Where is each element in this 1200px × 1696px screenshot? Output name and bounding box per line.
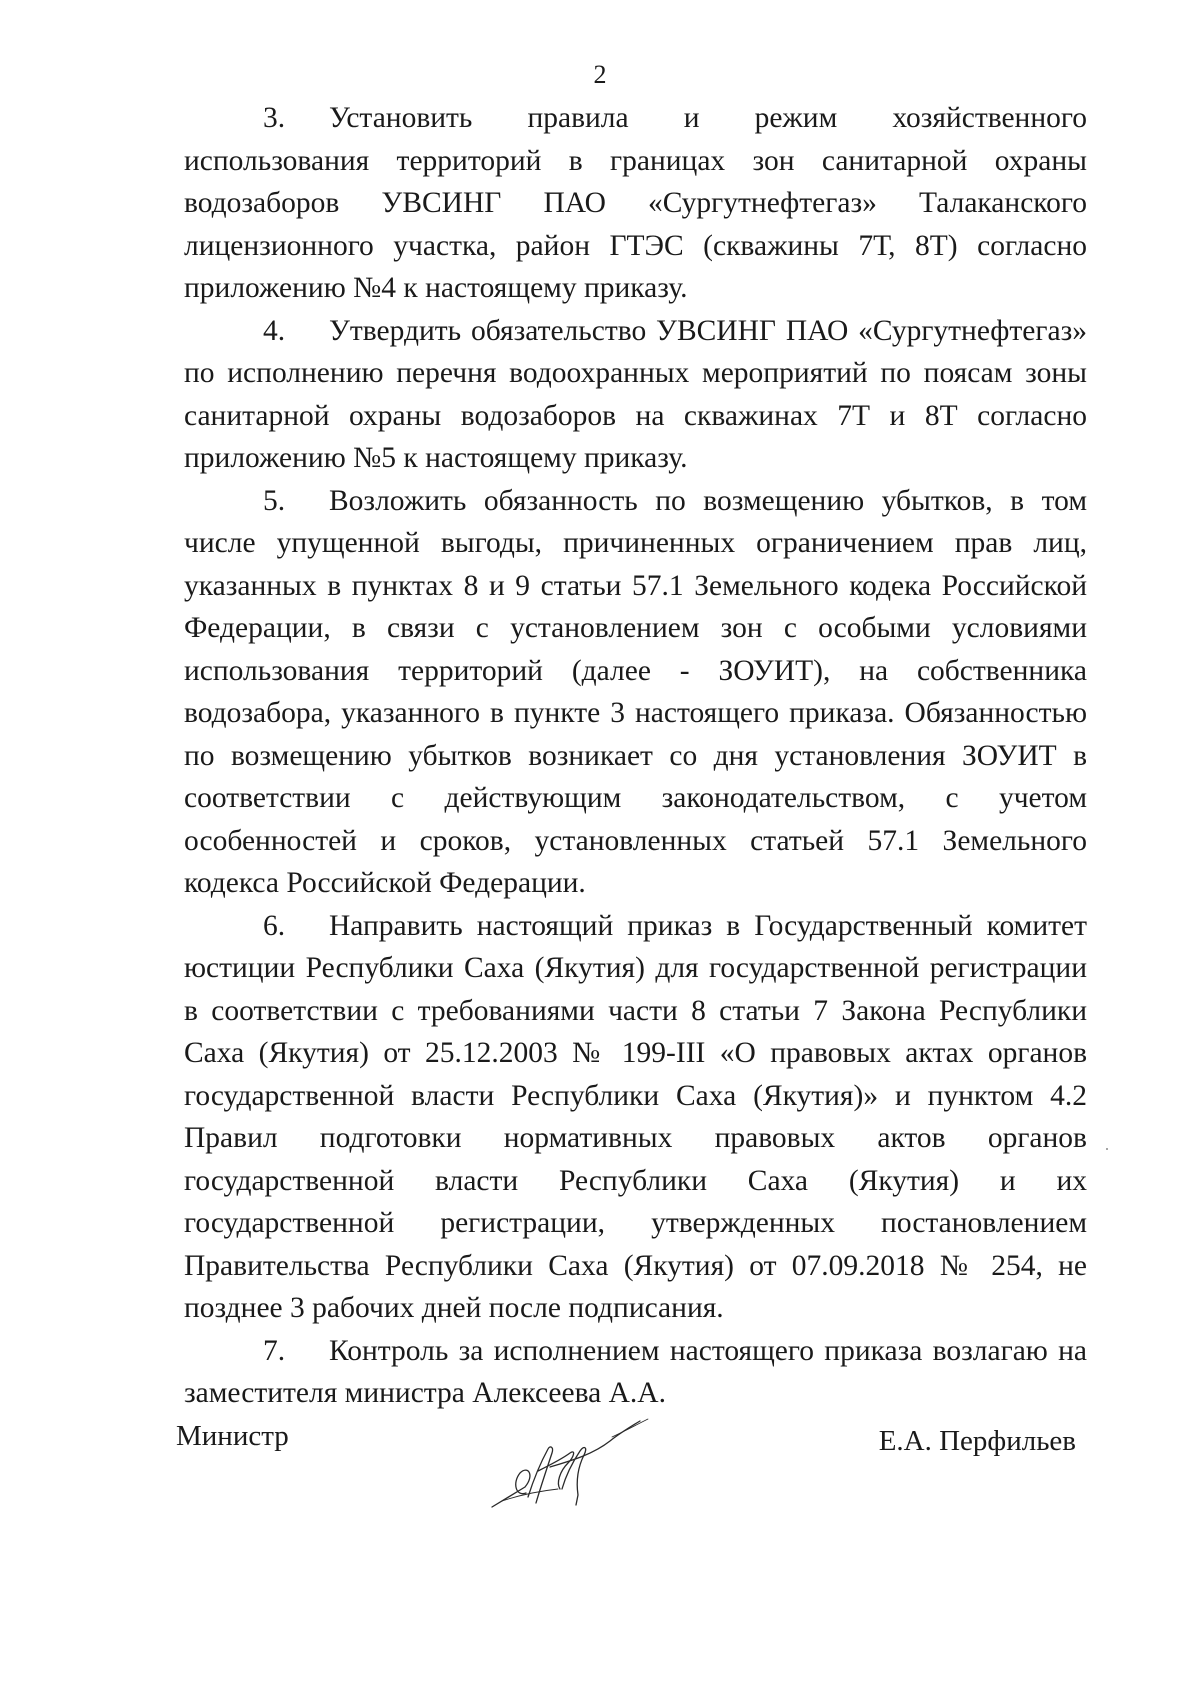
paragraph-number: 3. [263, 102, 286, 134]
order-body [184, 97, 1087, 1415]
paragraph-4 [184, 310, 1087, 480]
signatory-name: Е.А. Перфильев [878, 1425, 1076, 1457]
paragraph-6 [184, 905, 1087, 1330]
paragraph-number: 5. [263, 484, 286, 517]
page-number: 2 [593, 60, 607, 89]
signatory-title: Министр [176, 1420, 289, 1452]
paragraph-text: Утвердить обязательство УВСИНГ ПАО «Сургутнефтегаз» по исполнению перечня водоохранных мероприятий по поясам зоны санитарной охраны водозаборов на скважинах 7Т и 8Т согласно приложению №5 к настоящему приказу. [184, 314, 1087, 474]
handwritten-signature [480, 1405, 655, 1525]
paragraph-3 [184, 97, 1087, 310]
paragraph-number: 6. [263, 909, 286, 942]
paragraph-number: 4. [263, 314, 286, 347]
paragraph-text: Контроль за исполнением настоящего приказа возлагаю на заместителя министра Алексеева А.А. [184, 1334, 1087, 1409]
paragraph-text: Установить правила и режим хозяйственного использования территорий в границах зон санитарной охраны водозаборов УВСИНГ ПАО «Сургутнефтегаз» Талаканского лицензионного участка, район ГТЭС (скважины 7Т, 8Т) согласно приложению №4 к настоящему приказу. [184, 102, 1087, 304]
paragraph-7 [184, 1330, 1087, 1415]
scan-speck [1106, 1148, 1108, 1150]
paragraph-5 [184, 480, 1087, 905]
paragraph-text: Направить настоящий приказ в Государственный комитет юстиции Республики Саха (Якутия) для государственной регистрации в соответствии с требованиями части 8 статьи 7 Закона Республики Саха (Якутия) от 25.12.2003 № 199-III «О правовых актах органов государственной власти Республики Саха (Якутия)» и пунктом 4.2 Правил подготовки нормативных правовых актов органов государственной власти Республики Саха (Якутия) и их государственной регистрации, утвержденных постановлением Правительства Республики Саха (Якутия) от 07.09.2018 № 254, не позднее 3 рабочих дней после подписания. [184, 909, 1087, 1324]
paragraph-text: Возложить обязанность по возмещению убытков, в том числе упущенной выгоды, причиненных ограничением прав лиц, указанных в пунктах 8 и 9 статьи 57.1 Земельного кодека Российской Федерации, в связи с установлением зон с особыми условиями использования территорий (далее - ЗОУИТ), на собственника водозабора, указанного в пункте 3 настоящего приказа. Обязанностью по возмещению убытков возникает со дня установления ЗОУИТ в соответствии с действующим законодательством, с учетом особенностей и сроков, установленных статьей 57.1 Земельного кодекса Российской Федерации. [184, 484, 1087, 899]
paragraph-number: 7. [263, 1334, 286, 1367]
